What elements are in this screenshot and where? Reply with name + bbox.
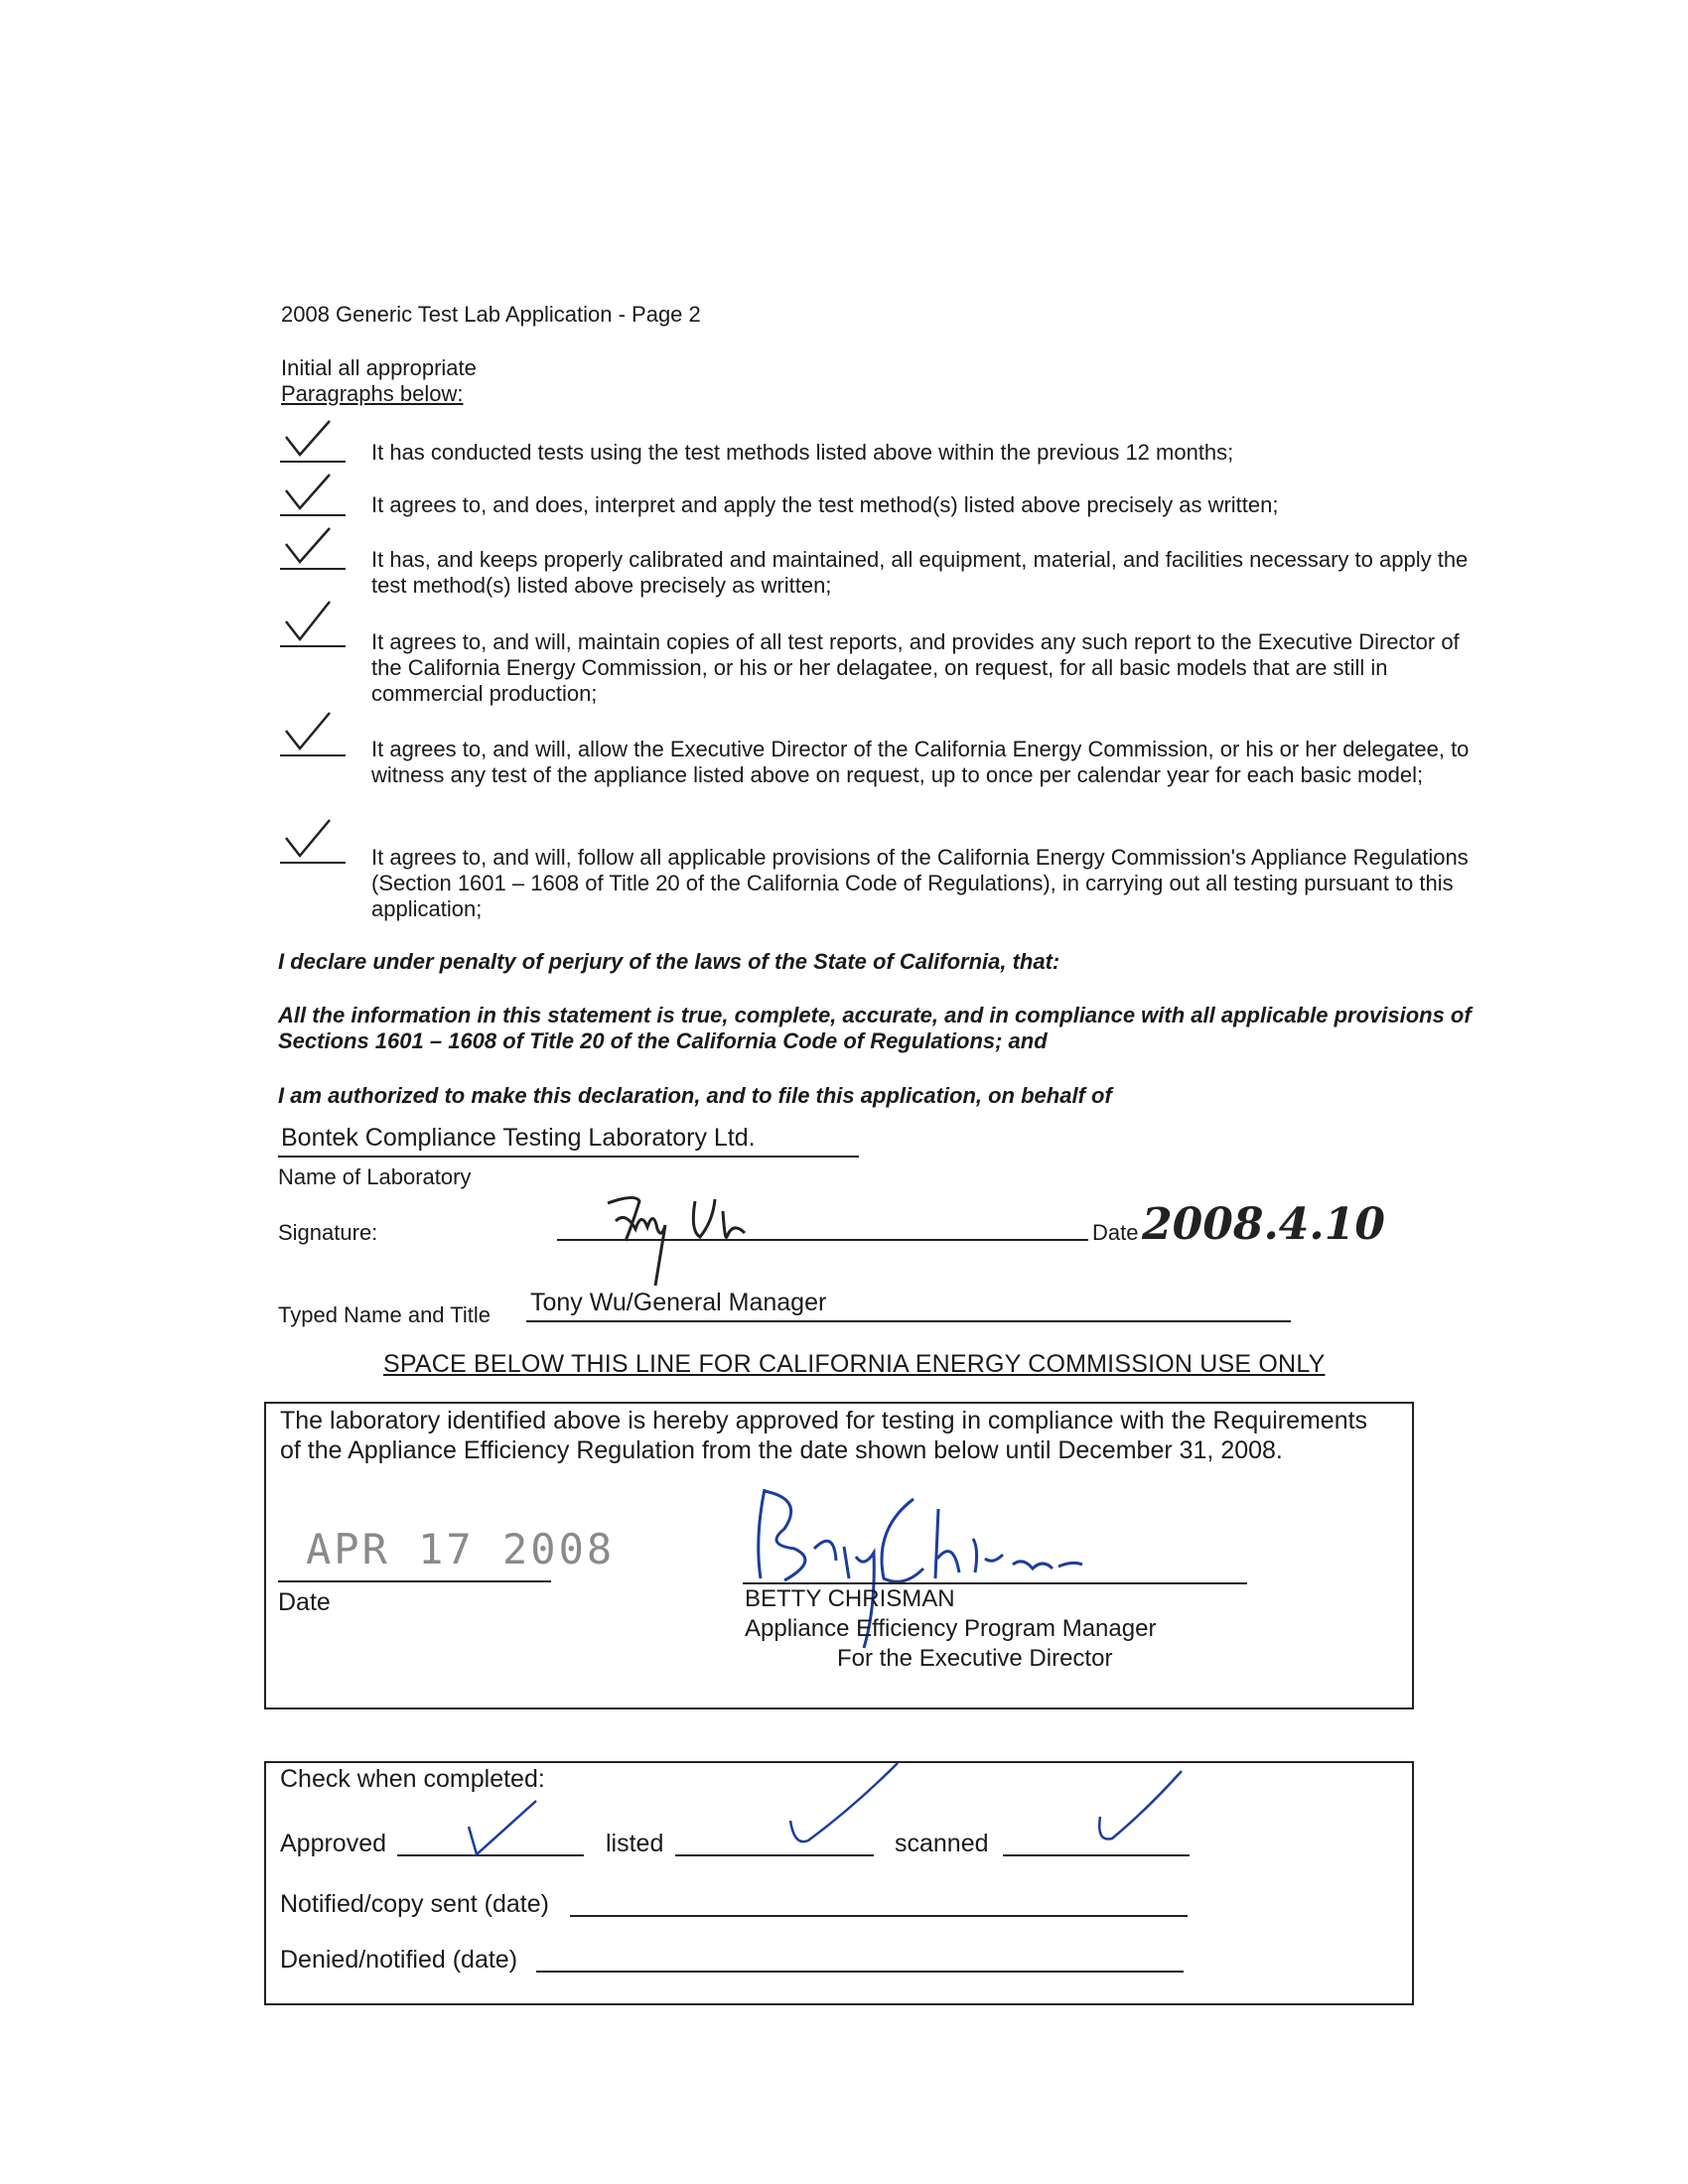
instructions (281, 355, 477, 407)
applicant-date-field[interactable]: 2008.4.10 (1142, 1199, 1385, 1250)
approver-name: BETTY CHRISMAN (745, 1585, 955, 1612)
listed-field[interactable] (675, 1854, 874, 1856)
paragraph-1: It has conducted tests using the test methods listed above within the previous 12 months; (371, 440, 1234, 465)
checkmark-icon[interactable] (278, 600, 348, 649)
cec-use-only-header: SPACE BELOW THIS LINE FOR CALIFORNIA ENERGY COMMISSION USE ONLY (383, 1350, 1326, 1378)
listed-checkmark-icon (774, 1757, 904, 1852)
checkmark-icon[interactable] (278, 469, 348, 518)
scanned-label: scanned (895, 1830, 989, 1857)
paragraph-4: It agrees to, and will, maintain copies of all test reports, and provides any such report to the Executive Director of the California Energy Commission, or his or her delagatee, on request, for all basic models that are still in commercial production; (371, 629, 1460, 706)
approved-checkmark-icon (457, 1797, 546, 1856)
approved-label: Approved (280, 1830, 387, 1857)
laboratory-name-line (278, 1156, 859, 1158)
approval-text: The laboratory identified above is hereby approved for testing in compliance with the Requirements of the Appliance Efficiency Regulation from the date shown below until December 31, 2008. (280, 1407, 1368, 1464)
typed-name-field[interactable]: Tony Wu/General Manager (530, 1289, 827, 1316)
approver-block (745, 1584, 1156, 1674)
approver-role: For the Executive Director (837, 1645, 1113, 1672)
typed-name-line (526, 1320, 1291, 1322)
date-label: Date (1092, 1220, 1139, 1245)
notified-date-field[interactable] (570, 1915, 1188, 1917)
declaration-perjury: I declare under penalty of perjury of the laws of the State of California, that: (278, 949, 1060, 974)
paragraph-6: It agrees to, and will, follow all applicable provisions of the California Energy Commission's Appliance Regulations (Section 1601 – 1608 of Title 20 of the California Code of Regulations), in carrying out all testing pursuant to this application; (371, 845, 1469, 921)
denied-date-field[interactable] (536, 1971, 1184, 1973)
scanned-field[interactable] (1003, 1854, 1190, 1856)
instructions-line-1: Initial all appropriate (281, 355, 477, 380)
checkmark-icon[interactable] (278, 522, 348, 572)
paragraph-5: It agrees to, and will, allow the Executive Director of the California Energy Commission, or his or her delegatee, to witness any test of the appliance listed above on request, up to once per calendar year for each basic model; (371, 737, 1470, 787)
notified-label: Notified/copy sent (date) (280, 1890, 549, 1918)
checkmark-icon[interactable] (278, 415, 348, 465)
listed-label: listed (606, 1830, 664, 1857)
checklist-title: Check when completed: (280, 1765, 545, 1793)
paragraph-3: It has, and keeps properly calibrated and maintained, all equipment, material, and facilities necessary to apply the test method(s) listed above precisely as written; (371, 547, 1469, 598)
declaration-accuracy: All the information in this statement is true, complete, accurate, and in compliance with all applicable provisions of Sections 1601 – 1608 of Title 20 of the California Code of Regulations; and (278, 1003, 1472, 1053)
laboratory-name-field[interactable]: Bontek Compliance Testing Laboratory Ltd. (281, 1124, 756, 1152)
approval-date-line (278, 1580, 551, 1582)
applicant-signature[interactable] (596, 1181, 824, 1291)
declaration-authorization: I am authorized to make this declaration, and to file this application, on behalf of (278, 1083, 1112, 1108)
instructions-line-2: Paragraphs below: (281, 381, 464, 406)
approval-date-label: Date (278, 1588, 331, 1616)
checkmark-icon[interactable] (278, 816, 348, 866)
typed-name-label: Typed Name and Title (278, 1302, 492, 1327)
page-title: 2008 Generic Test Lab Application - Page 2 (281, 302, 701, 327)
laboratory-name-label: Name of Laboratory (278, 1164, 472, 1189)
scanned-checkmark-icon (1092, 1765, 1192, 1854)
approver-title: Appliance Efficiency Program Manager (745, 1615, 1157, 1642)
denied-label: Denied/notified (date) (280, 1946, 518, 1974)
checkmark-icon[interactable] (278, 709, 348, 758)
received-date-stamp: APR 17 2008 (306, 1525, 616, 1573)
signature-label: Signature: (278, 1220, 378, 1245)
paragraph-2: It agrees to, and does, interpret and apply the test method(s) listed above precisely as written; (371, 492, 1279, 517)
